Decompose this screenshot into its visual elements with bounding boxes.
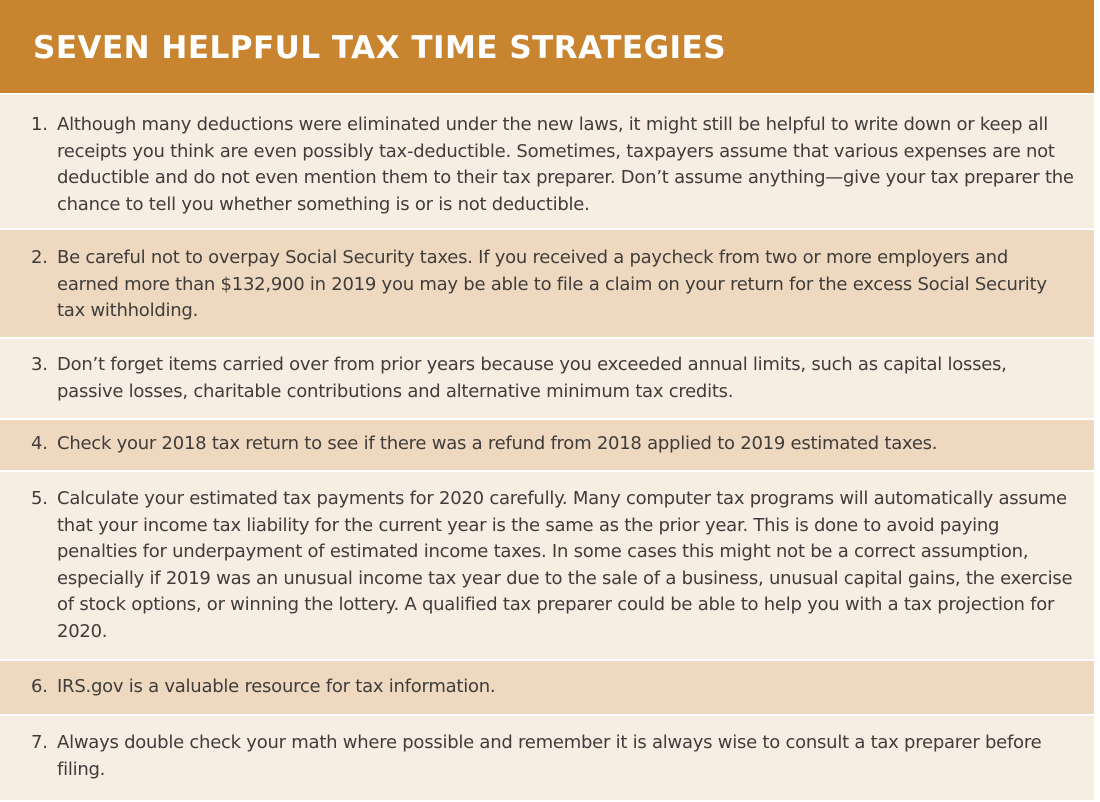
- strategy-item-5: [0, 470, 1094, 659]
- strategy-text: IRS.gov is a valuable resource for tax information.: [57, 676, 496, 697]
- strategy-text: Be careful not to overpay Social Security taxes. If you received a paycheck from two or more employers and earned more than $132,900 in 2019 you may be able to file a claim on your return for the excess Social Security tax withholding.: [57, 247, 1047, 321]
- strategy-text: Always double check your math where possible and remember it is always wise to consult a tax preparer before filing.: [57, 732, 1042, 780]
- strategy-number: 1.: [31, 114, 48, 135]
- strategy-number: 4.: [31, 433, 48, 454]
- strategy-item-7: [0, 714, 1094, 800]
- strategy-number: 2.: [31, 247, 48, 268]
- strategy-item-2: [0, 228, 1094, 337]
- page-title: SEVEN HELPFUL TAX TIME STRATEGIES: [33, 29, 727, 66]
- strategy-text: Check your 2018 tax return to see if there was a refund from 2018 applied to 2019 estimated taxes.: [57, 433, 938, 454]
- strategy-number: 5.: [31, 488, 48, 509]
- strategy-number: 7.: [31, 732, 48, 753]
- strategy-number: 6.: [31, 676, 48, 697]
- strategy-item-6: [0, 659, 1094, 714]
- header-bar: [0, 0, 1094, 93]
- strategy-item-3: [0, 337, 1094, 418]
- strategy-text: Calculate your estimated tax payments for 2020 carefully. Many computer tax programs will automatically assume that your income tax liability for the current year is the same as the prior year. This is done to avoid paying penalties for underpayment of estimated income taxes. In some cases this might not be a correct assumption, especially if 2019 was an unusual income tax year due to the sale of a business, unusual capital gains, the exercise of stock options, or winning the lottery. A qualified tax preparer could be able to help you with a tax projection for 2020.: [57, 488, 1073, 642]
- strategy-text: Don’t forget items carried over from prior years because you exceeded annual limits, such as capital losses, passive losses, charitable contributions and alternative minimum tax credits.: [57, 354, 1007, 402]
- strategy-number: 3.: [31, 354, 48, 375]
- strategies-list: [0, 93, 1094, 800]
- strategy-text: Although many deductions were eliminated under the new laws, it might still be helpful to write down or keep all receipts you think are even possibly tax-deductible. Sometimes, taxpayers assume that various expenses are not deductible and do not even mention them to their tax preparer. Don’t assume anything—give your tax preparer the chance to tell you whether something is or is not deductible.: [57, 114, 1074, 215]
- strategy-item-4: [0, 418, 1094, 470]
- strategy-item-1: [0, 93, 1094, 228]
